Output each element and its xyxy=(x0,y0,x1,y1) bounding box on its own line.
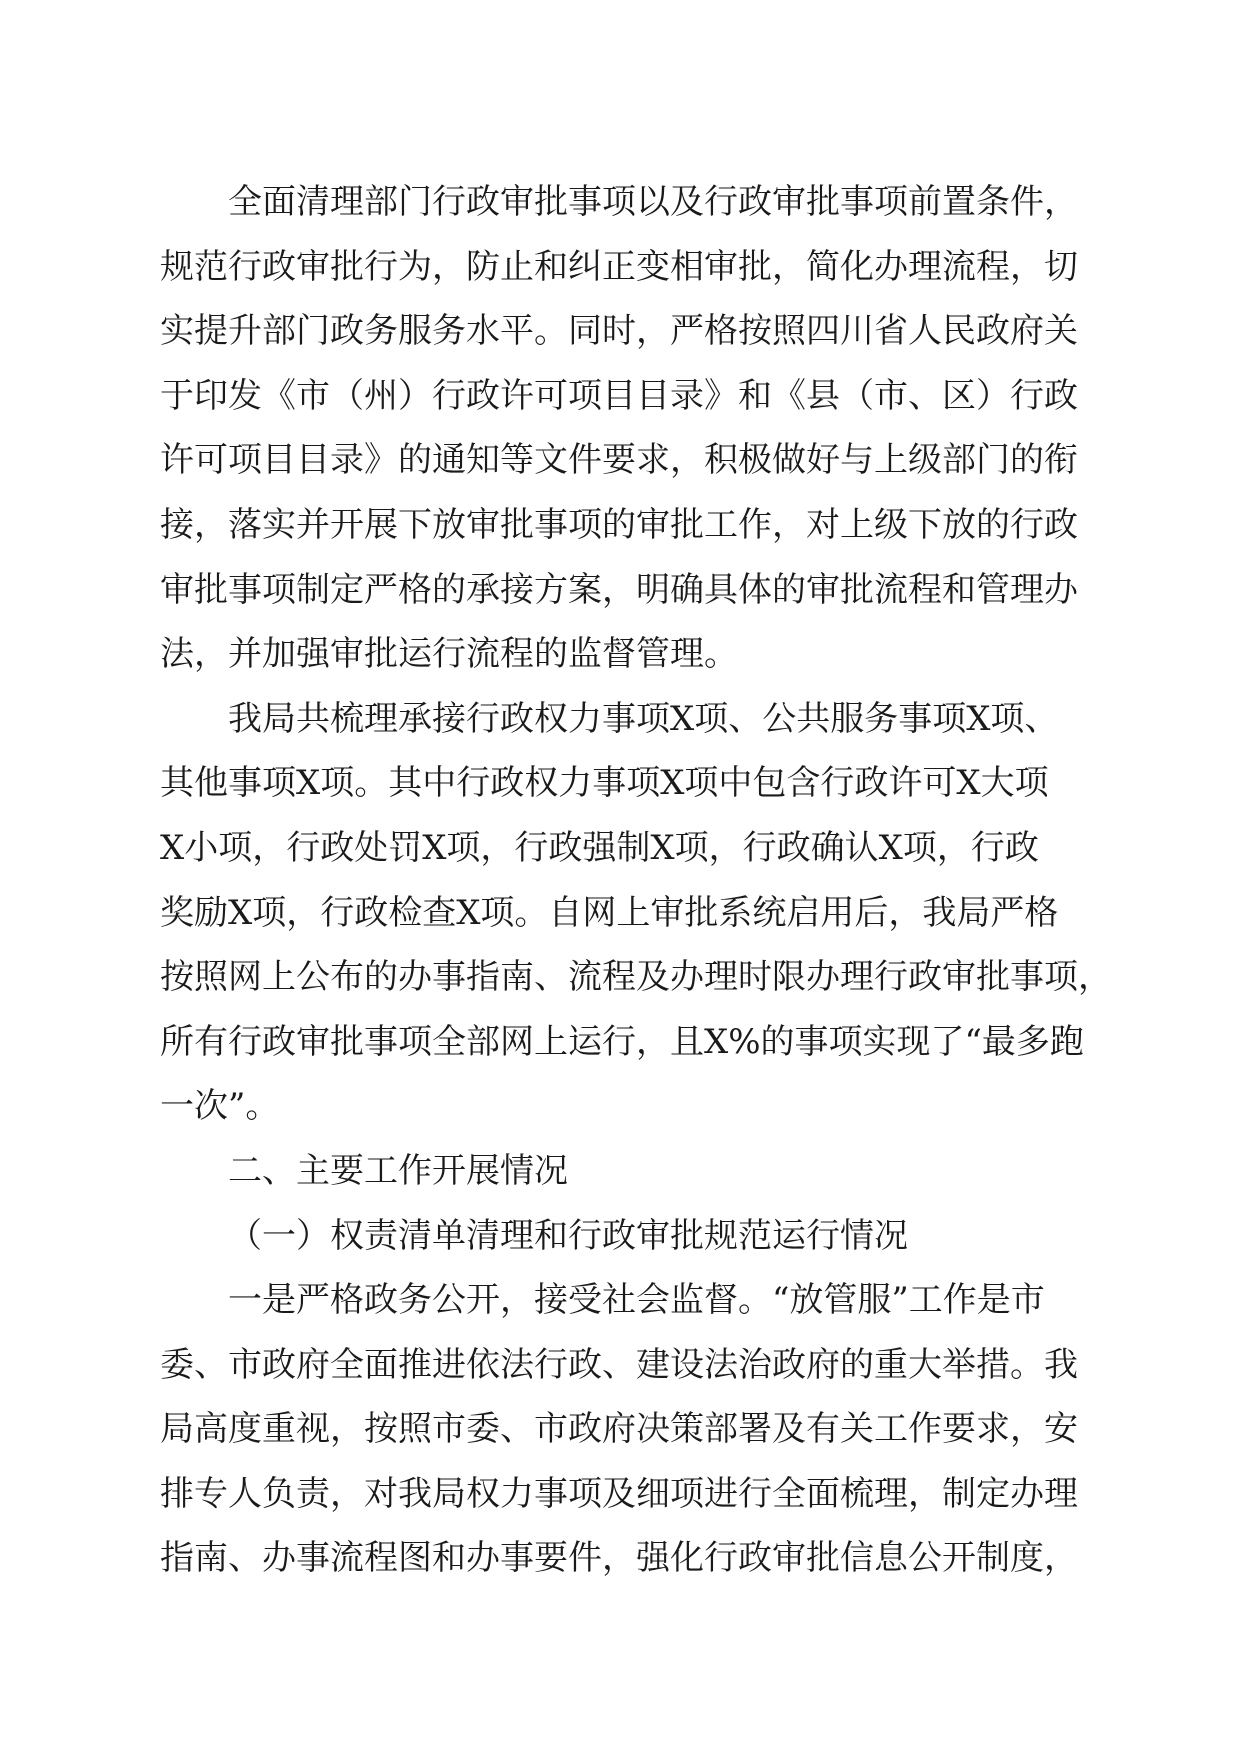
text-line-6: 接，落实并开展下放审批事项的审批工作，对上级下放的行政 xyxy=(160,504,1078,545)
text-line-1: 全面清理部门行政审批事项以及行政审批事项前置条件， xyxy=(228,182,1078,222)
text-line-15: 一次”。 xyxy=(160,1086,280,1127)
text-line-11: X小项，行政处罚X项，行政强制X项，行政确认X项，行政 xyxy=(160,827,1039,868)
text-line-9: 我局共梳理承接行政权力事项X项、公共服务事项X项、 xyxy=(228,698,1059,739)
text-line-2: 规范行政审批行为，防止和纠正变相审批，简化办理流程，切 xyxy=(160,246,1078,287)
text-line-10: 其他事项X项。其中行政权力事项X项中包含行政许可X大项 xyxy=(160,763,1049,804)
text-line-5: 许可项目目录》的通知等文件要求，积极做好与上级部门的衔 xyxy=(160,440,1078,481)
subsection-heading: （一）权责清单清理和行政审批规范运行情况 xyxy=(228,1215,908,1256)
text-line-13: 按照网上公布的办事指南、流程及办理时限办理行政审批事项， xyxy=(160,957,1112,998)
text-line-19: 委、市政府全面推进依法行政、建设法治政府的重大举措。我 xyxy=(160,1344,1078,1385)
text-line-8: 法，并加强审批运行流程的监督管理。 xyxy=(160,634,738,675)
text-line-18: 一是严格政务公开，接受社会监督。“放管服”工作是市 xyxy=(228,1280,1045,1321)
text-line-21: 排专人负责，对我局权力事项及细项进行全面梳理，制定办理 xyxy=(160,1473,1078,1514)
text-line-14: 所有行政审批事项全部网上运行，且X%的事项实现了“最多跑 xyxy=(160,1021,1084,1062)
text-line-7: 审批事项制定严格的承接方案，明确具体的审批流程和管理办 xyxy=(160,569,1078,610)
text-line-22: 指南、办事流程图和办事要件，强化行政审批信息公开制度， xyxy=(160,1538,1078,1579)
text-line-20: 局高度重视，按照市委、市政府决策部署及有关工作要求，安 xyxy=(160,1409,1078,1450)
text-line-12: 奖励X项，行政检查X项。自网上审批系统启用后，我局严格 xyxy=(160,892,1059,933)
text-line-3: 实提升部门政务服务水平。同时，严格按照四川省人民政府关 xyxy=(160,311,1078,352)
body-text xyxy=(160,170,1120,1591)
section-heading: 二、主要工作开展情况 xyxy=(228,1150,568,1191)
text-line-4: 于印发《市（州）行政许可项目目录》和《县（市、区）行政 xyxy=(160,375,1078,416)
